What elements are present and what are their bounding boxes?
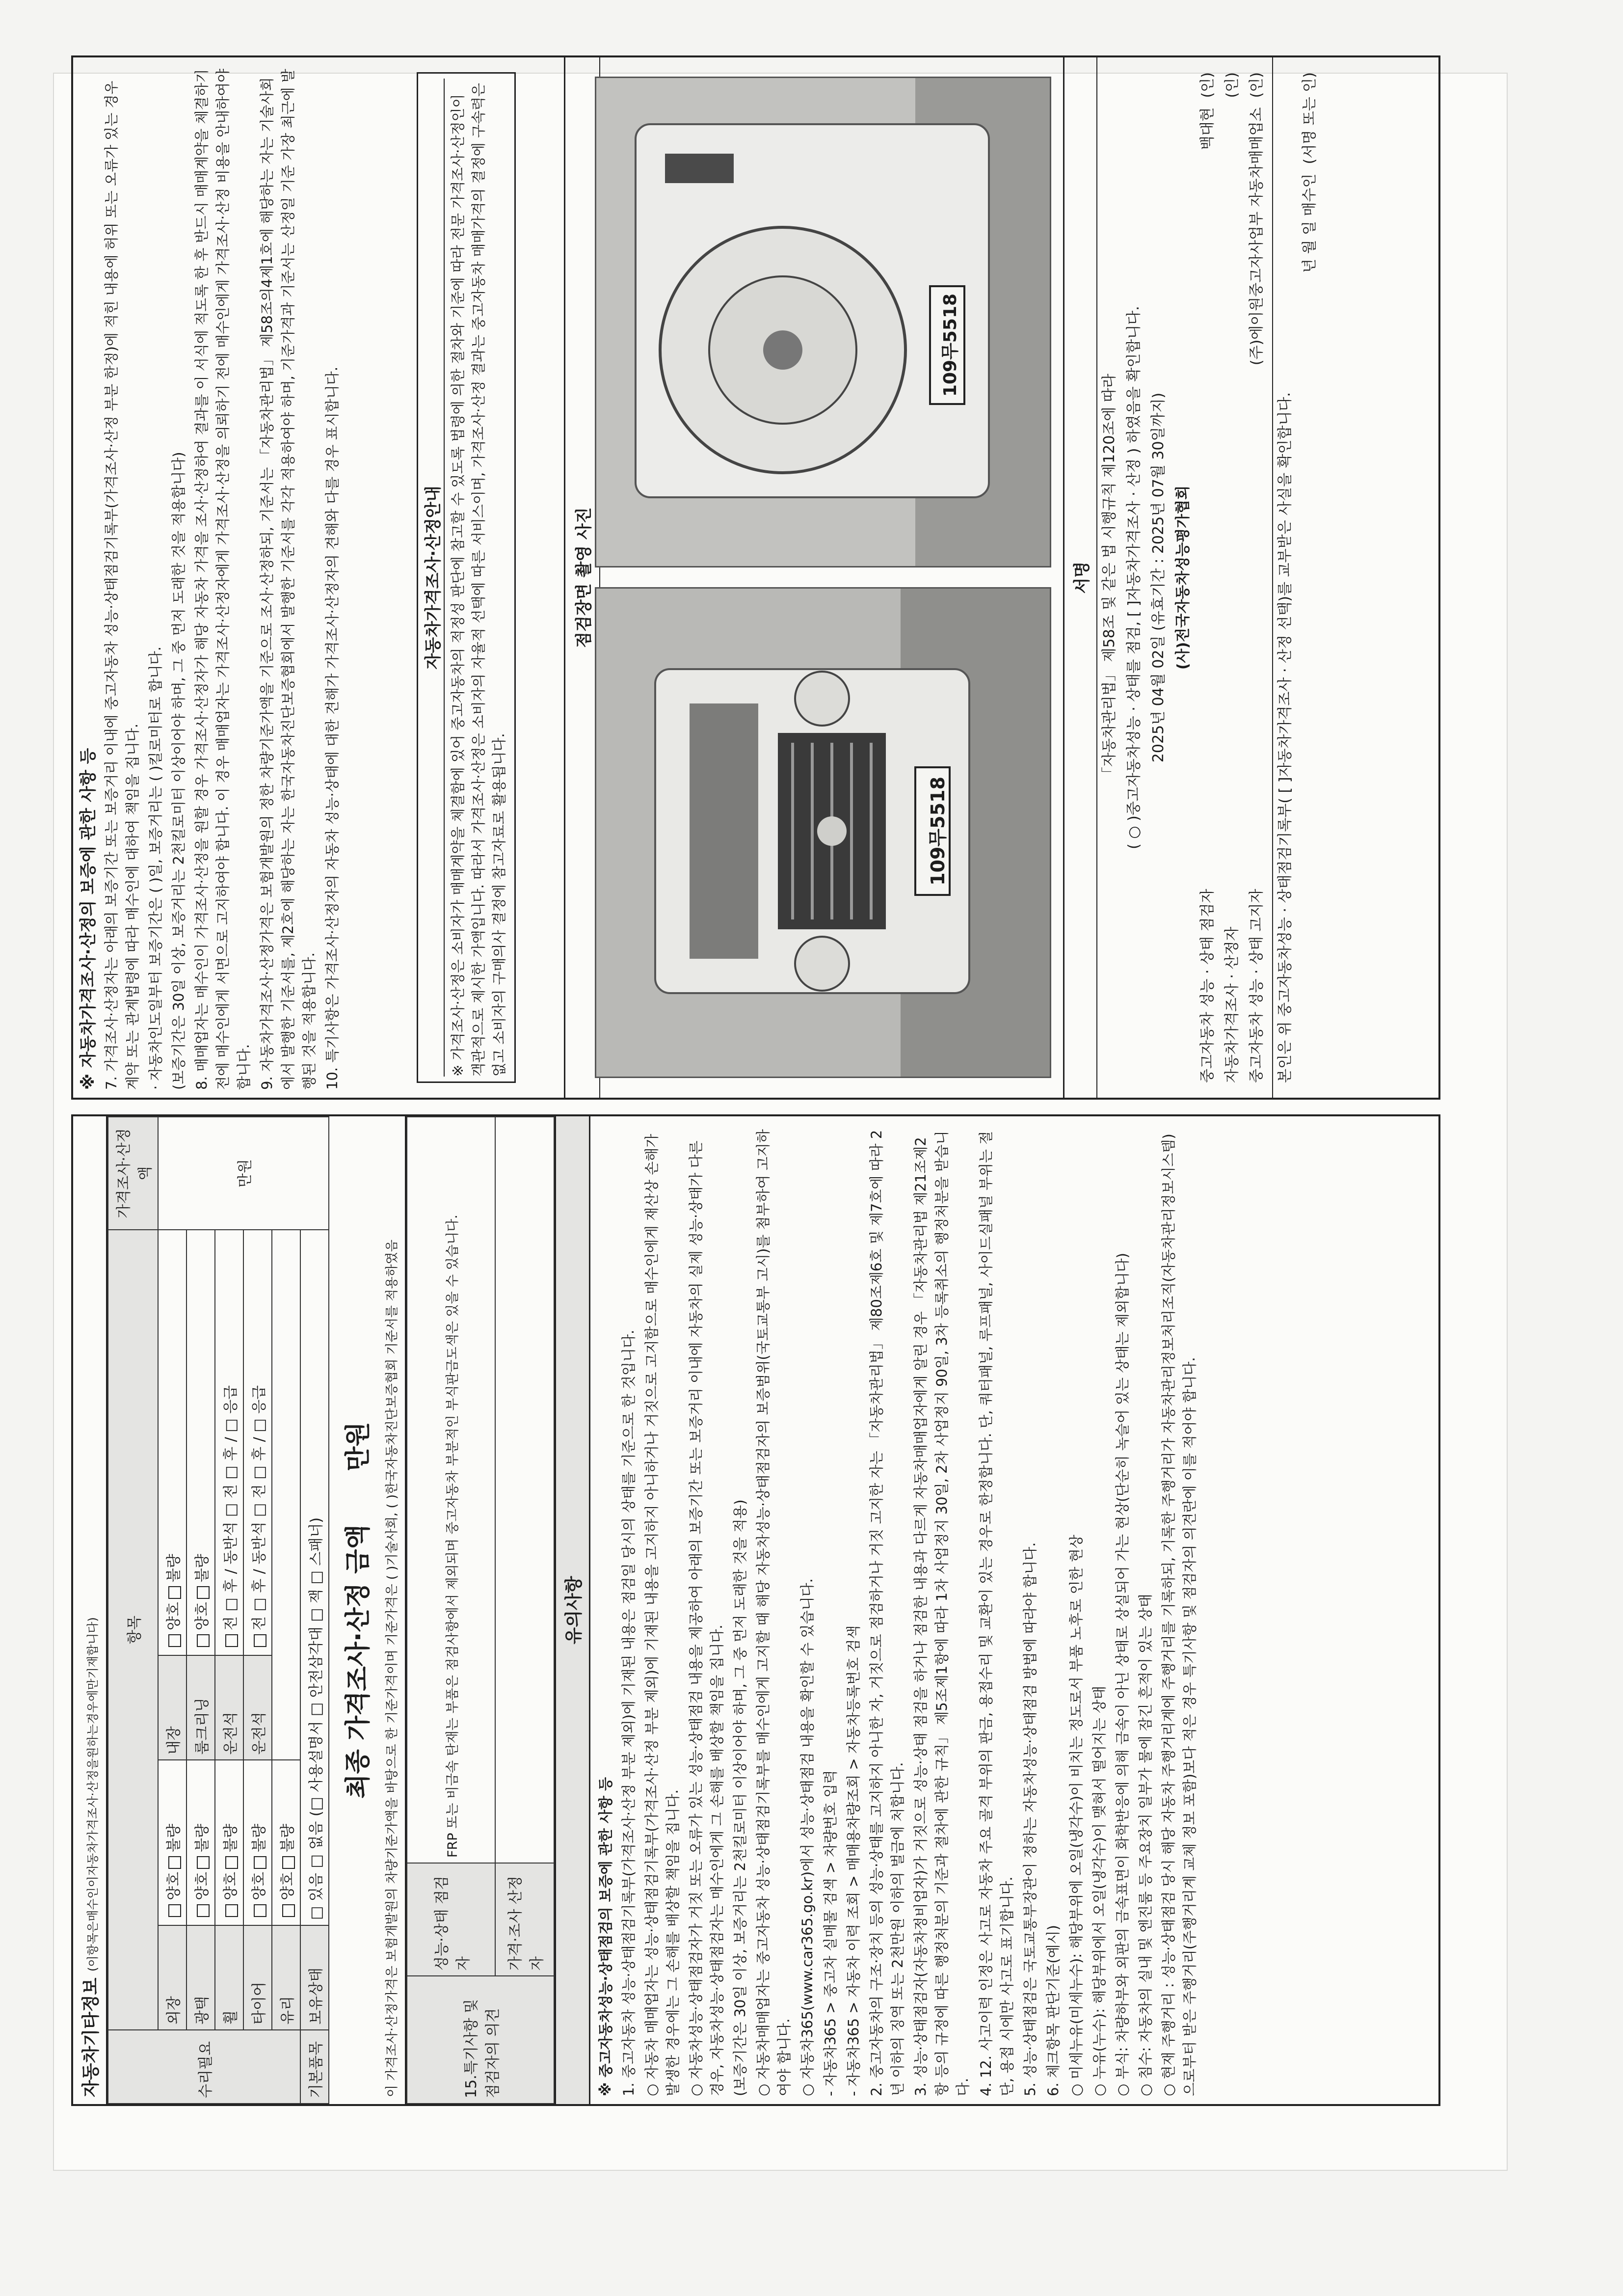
checkbox[interactable] <box>254 1634 266 1647</box>
list-item: 10. 특기사항은 가격조사·산정자의 자동차 성능·상태에 대한 견해가 가격조사·산정자의 견해와 다를 경우 표시합니다. <box>324 366 341 1090</box>
section-note: (이항목은매수인이자동차가격조사·산정을원하는경우에만기재합니다) <box>86 1617 100 1972</box>
price-header: 가격조사·산정액 <box>108 1117 158 1230</box>
list-item: 7. 가격조사·산정자는 아래의 보증기간 또는 보증거리 이내에 중고자동차 성능·상태점검기록부(가격조사·산정 부분 한정)에 적힌 내용에 허위 또는 오류가 있는 경우 계약 또는 관계법령에 따라 매수인에 대하여 책임을 집니다. <box>103 81 141 1090</box>
rotated-form <box>71 55 1440 2106</box>
checkbox[interactable] <box>225 1904 238 1917</box>
final-price-title: 최종 가격조사·산정 금액 만원 <box>344 1422 373 1799</box>
table-row: 유리 양호불량 <box>272 1117 300 2104</box>
list-item: 8. 매매업자는 매수인이 가격조사·산정을 원할 경우 가격조사·산정자가 해당 자동차 가격을 조사·산정하여 결과를 이 서식에 적도록 한 후 반드시 매매계약을 체결하기 전에 매수인에게 서면으로 고지하여야 합니다. 이 경우 매매업자는 가격조사·산정자에게 가격조사·산정을 의뢰하기 전에 매수인에게 가격조사·산정 비용을 안내하여야 합니다. <box>193 68 252 1090</box>
guarantee-section <box>73 57 412 1098</box>
checkbox[interactable] <box>168 1586 181 1599</box>
list-item: ○ 현재 주행거리 : 성능·상태점검 당시 해당 자동차 주행거리계에 주행거리를 기록하되, 기록한 주행거리가 자동차관리정보처리조직(자동차관리정보시스템)으로부터 받은 주행거리(주행거리계 교체 정보 포함)보다 적은 경우 특기사항 및 점검자의 의견란에 이를 적어야 합니다. <box>1160 1134 1198 2096</box>
checkbox[interactable] <box>254 1904 266 1917</box>
other-info-header <box>73 1116 107 2104</box>
list-item: 6. 체크항목 판단기준(예시) <box>1045 1925 1062 2096</box>
list-item: ○ 자동차성능·상태점검자가 거짓 또는 오류가 있는 성능·상태점검 내용을 제공하여 아래의 보증기간 또는 보증거리 이내에 자동차의 실제 성능·상태가 다른 경우, 자동차성능·상태점검자는 매수인에게 그 손해를 배상할 책임을 집니다. <box>688 1140 725 2096</box>
checkbox[interactable] <box>168 1856 181 1869</box>
left-column <box>71 1114 1440 2106</box>
checkbox[interactable] <box>225 1856 238 1869</box>
signature-date: 2025년 04월 02일 (유효기간 : 2025년 07월 30일까지) <box>1150 392 1167 763</box>
front-plate: 109무5518 <box>927 777 949 886</box>
list-item: (보증기간은 30일 이상, 보증거리는 2천킬로미터 이상이어야 하며, 그 중 먼저 도래한 것을 적용합니다) <box>170 452 187 1090</box>
checkbox[interactable] <box>254 1856 266 1869</box>
checkbox[interactable] <box>197 1856 210 1869</box>
checkbox[interactable] <box>168 1634 181 1647</box>
item-header: 항목 <box>108 1230 158 2030</box>
list-item: 2. 중고자동차의 구조·장치 등의 성능·상태를 고지하지 아니한 자, 거짓으로 점검하거나 거짓 고지한 자는 「자동차관리법」 제80조제6호 및 제7호에 따라 2년 이하의 징역 또는 2천만원 이하의 벌금에 처합니다. <box>868 1130 906 2096</box>
list-item: ○ 자동차365(www.car365.go.kr)에서 성능·상태점검 내용을 확인할 수 있습니다. <box>799 1578 816 2096</box>
table-row: 광택 양호불량 룸크리닝 양호불량 <box>186 1117 215 2104</box>
buyer-sign-line: 년 월 일 매수인 (서명 또는 인) <box>1301 72 1318 273</box>
guarantee-title: ※ 자동차가격조사·산정의 보증에 관한 사항 등 <box>79 748 98 1090</box>
signature-law: 「자동차관리법」 제58조 및 같은 법 시행규칙 제120조에 따라 <box>1101 374 1118 782</box>
signature-title: 서명 <box>1064 57 1097 1098</box>
right-column <box>71 55 1440 1100</box>
association-name: (사)전국자동차성능평가협회 <box>1174 485 1192 670</box>
list-item: 1. 중고자동차 성능·상태점검기록부(가격조사·산정 부분 제외)에 기재된 내용은 점검일 당시의 상태를 기준으로 한 것입니다. <box>620 1329 637 2096</box>
price-guide-title: 자동차가격조사·산정안내 <box>423 79 445 1077</box>
list-item: 5. 성능·상태점검은 국토교통부장관이 정하는 자동차성능·상태점검 방법에 따라야 합니다. <box>1022 1542 1038 2096</box>
photo-section-title: 점검장면 촬영 사진 <box>565 57 600 1098</box>
inspector-opinion: FRP 또는 비금속 탄재는 부품은 점검사항에서 제외되며 중고자동차 부분적인 부식판금도색은 있을 수 있습니다. <box>407 1117 495 1863</box>
table-row: 외장 양호불량 내장 양호불량 만원 <box>158 1117 186 2104</box>
perf-notice-line: 중고자동차 성능 · 상태 고지자 (주)에이원중고자사업부 자동차매매업소 (인) <box>1248 72 1265 1083</box>
notice-subtitle: ※ 중고자동차성능·상태점검의 보증에 관한 사항 등 <box>597 1777 614 2096</box>
price-inspector-line: 자동차가격조사 · 산정자 (인) <box>1224 72 1241 1083</box>
checkbox[interactable] <box>197 1634 210 1647</box>
repair-label: 수리필요 <box>108 2030 300 2104</box>
list-item: · 자동차인도일부터 보증기간은 ( )일, 보증거리는 ( )킬로미터로 합니다. <box>147 646 164 1090</box>
signature-section <box>1064 57 1438 1098</box>
checkbox[interactable] <box>282 1904 295 1917</box>
list-item: - 자동차365 > 자동차 이력 조회 > 매매용차량조회 > 자동차등록번호 검색 <box>845 1625 862 2096</box>
price-guide-text: ※ 가격조사·산정은 소비자가 매매계약을 체결함에 있어 중고자동차의 적정성 판단에 참고할 수 있도록 법령에 의한 절차와 기준에 따라 전문 가격조사·산정인이 객관적으로 제시한 가액입니다. 따라서 가격조사·산정은 소비자의 자율적 선택에 따른 서비스이며, 가격조사·산정 결과는 중고자동차 매매가격의 결정에 구속력은 없고 소비자의 구매의사 결정에 참고자료로 활용됩니다. <box>450 82 507 1077</box>
list-item: 3. 성능·상태점검자(자동차정비업자)가 거짓으로 성능·상태 점검을 하거나 점검한 내용과 다르게 자동차매매업자에게 알린 경우 「자동차관리법 제21조제2항 등의 규정에 따른 행정처분의 기준과 절차에 관한 규칙」 제5조제1항에 따라 1차 사업정지 30일, 2차 사업정지 90일, 3차 등록취소의 행정처분을 받습니다. <box>912 1131 971 2096</box>
signature-confirm-line: ( ○ )중고자동차성능 · 상태를 점검, [ ]자동차가격조사 · 산정 ) 하였음을 확인합니다. <box>1125 306 1143 849</box>
final-price-note: 이 가격조사·산정가격은 보험개발원의 차량기준가액을 바탕으로 한 기준가격이며 기준가격은 ( )기술사회, ( )한국자동차진단보증협회 기준서를 적용하였음 <box>382 1116 406 2104</box>
list-item: (보증기간은 30일 이상, 보증거리는 2천킬로미터 이상이어야 하며, 그 중 먼저 도래한 것을 적용) <box>732 1499 748 2096</box>
rear-photo <box>595 77 1051 567</box>
price-unit: 만원 <box>158 1117 329 1230</box>
list-item: - 자동차365 > 중고차 실매물 검색 > 차량번호 입력 <box>822 1770 839 2096</box>
checkbox[interactable] <box>168 1904 181 1917</box>
list-item: ○ 누유(누수): 해당부위에서 오일(냉각수)이 맺혀서 떨어지는 상태 <box>1091 1686 1108 2096</box>
list-item: ○ 자동차 매매업자는 성능·상태점검기록부(가격조사·산정 부분 제외)에 기재된 내용을 고지하지 아니하거나 거짓으로 고지함으로 매수인에게 재산상 손해가 발생한 경우에는 그 손해를 배상할 책임을 집니다. <box>643 1134 681 2096</box>
checkbox[interactable] <box>197 1904 210 1917</box>
list-item: 9. 자동차가격조사·산정가격은 보험개발원의 정한 차량기준가액을 기준으로 조사·산정하되, 기준서는 「자동차관리법」 제58조의4제1호에 해당하는 자는 기술사회에서 발행한 기준서를, 제2호에 해당하는 자는 한국자동차진단보증협회에서 발행한 기준서를 각각 적용하여야 하며, 기준가격과 기준서는 산정일 기준 가장 최근에 발행된 것을 적용합니다. <box>259 69 318 1090</box>
list-item: ○ 미세누유(미세누수): 해당부위에 오일(냉각수)이 비치는 정도로서 부품 노후로 인한 현상 <box>1068 1535 1085 2096</box>
table-row: 휠 양호불량 운전석 전 □ 후 / 동반석 □ 전 □ 후 / □ 응급 <box>215 1117 243 2104</box>
buyer-confirm: 본인은 위 중고자동차성능 · 상태점검기록부( [ ]자동차가격조사 · 산정 선택)를 교부받은 사실을 확인합니다. <box>1272 57 1298 1098</box>
basic-items-row: 기본품목 보유상태 □ 있음 □ 없음 (□ 사용설명서 □ 안전삼각대 □ 잭 □ 스패너) <box>300 1117 329 2104</box>
photo-section <box>564 57 1064 1098</box>
notice-list <box>590 1116 1207 2104</box>
list-item: ○ 자동차매매업자는 중고자동차 성능·상태점검기록부를 매수인에게 고지할 때 해당 자동차성능·상태점검자의 보증범위(국토교통부 고시)를 첨부하여 고지하여야 합니다. <box>755 1129 793 2096</box>
front-photo <box>595 587 1051 1078</box>
rear-plate: 109무5518 <box>940 293 960 397</box>
list-item: ○ 부식: 차량하부와 외판의 금속표면이 화학반응에 의해 금속이 아닌 상태로 상실되어 가는 현상(단순히 녹슬어 있는 상태는 제외합니다) <box>1114 1253 1131 2096</box>
perf-inspector-line: 중고자동차 성능 · 상태 점검자 백대현 (인) <box>1199 72 1216 1083</box>
notice-title: 유의사항 <box>555 1116 590 2104</box>
other-info-table <box>107 1116 329 2104</box>
checkbox[interactable] <box>197 1586 210 1599</box>
list-item: 4. 12. 사고이력 인정은 사고로 자동차 주요 골격 부위의 판금, 용접수리 및 교환이 있는 경우로 한정합니다. 단, 쿼터패널, 루프패널, 사이드실패널 부위는 절단, 용접 시에만 사고로 표기합니다. <box>978 1131 1015 2096</box>
price-guide-box <box>417 72 516 1083</box>
checkbox[interactable] <box>225 1634 238 1647</box>
list-item: ○ 침수: 자동차의 실내 및 엔진룸 등 주요장치 일부가 물에 잠긴 흔적이 있는 상태 <box>1137 1594 1154 2096</box>
table-row: 타이어 양호불량 운전석 전 □ 후 / 동반석 □ 전 □ 후 / □ 응급 <box>243 1117 272 2104</box>
section-title: 자동차기타정보 <box>81 1977 101 2097</box>
special-notes-table: 15.특기사항 및 점검자의 의견 성능·상태 점검자 FRP 또는 비금속 탄재는 부품은 점검사항에서 제외되며 중고자동차 부분적인 부식판금도색은 있을 수 있습니다. 가격·조사 산정자 <box>406 1116 555 2104</box>
checkbox[interactable] <box>282 1856 295 1869</box>
